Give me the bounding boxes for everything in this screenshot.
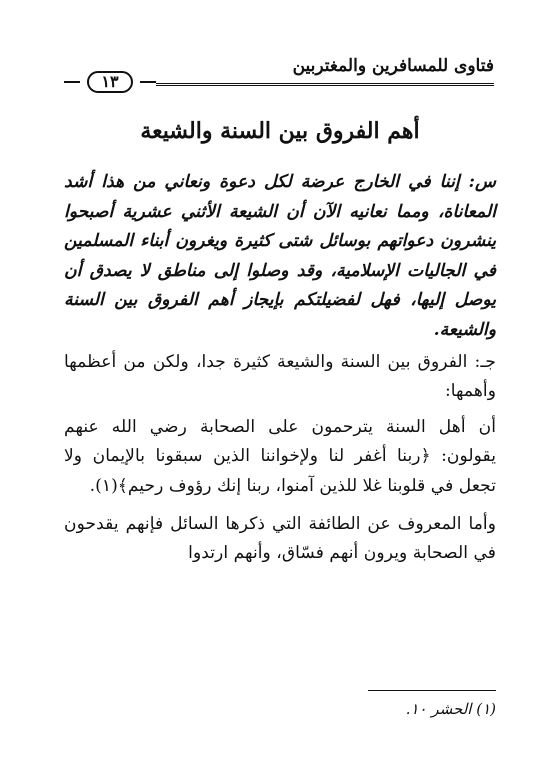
header-rule [156,83,494,86]
answer-intro-paragraph: جـ: الفروق بين السنة والشيعة كثيرة جدا، ولكن من أعظمها وأهمها: [64,351,496,402]
page-number-dash-left [64,81,80,83]
page-number: ١٣ [87,71,132,93]
footnote: (١) الحشر ١٠. [405,700,496,718]
footnote-rule [368,690,496,691]
section-heading: أهم الفروق بين السنة والشيعة [140,118,420,144]
page-number-dash-right [140,81,156,83]
page-number-badge [64,71,156,93]
page-body [64,168,496,569]
answer-continued-paragraph: وأما المعروف عن الطائفة التي ذكرها السائل فإنهم يقدحون في الصحابة ويرون أنهم فسّاق، وأنهم ارتدوا [64,513,496,564]
running-title: فتاوى للمسافرين والمغتربين [292,56,494,76]
answer-point-paragraph: أن أهل السنة يترحمون على الصحابة رضي الله عنهم يقولون: ﴿ربنا أغفر لنا ولإخواننا الذين سبقونا بالإيمان ولا تجعل في قلوبنا غلا للذين آمنوا، ربنا إنك رؤوف رحيم﴾(١). [64,416,496,496]
question-paragraph: س: إننا في الخارج عرضة لكل دعوة ونعاني من هذا أشد المعاناة، ومما نعانيه الآن أن الشيعة الأثني عشرية أصبحوا ينشرون دعواتهم بوسائل شتى كثيرة ويغرون أبناء المسلمين في الجاليات الإسلامية، وقد وصلوا إلى مناطق لا يصدق أن يوصل إليها، فهل لفضيلتكم بإيجاز أهم الفروق بين السنة والشيعة. [64,172,496,340]
page-header [64,56,494,92]
